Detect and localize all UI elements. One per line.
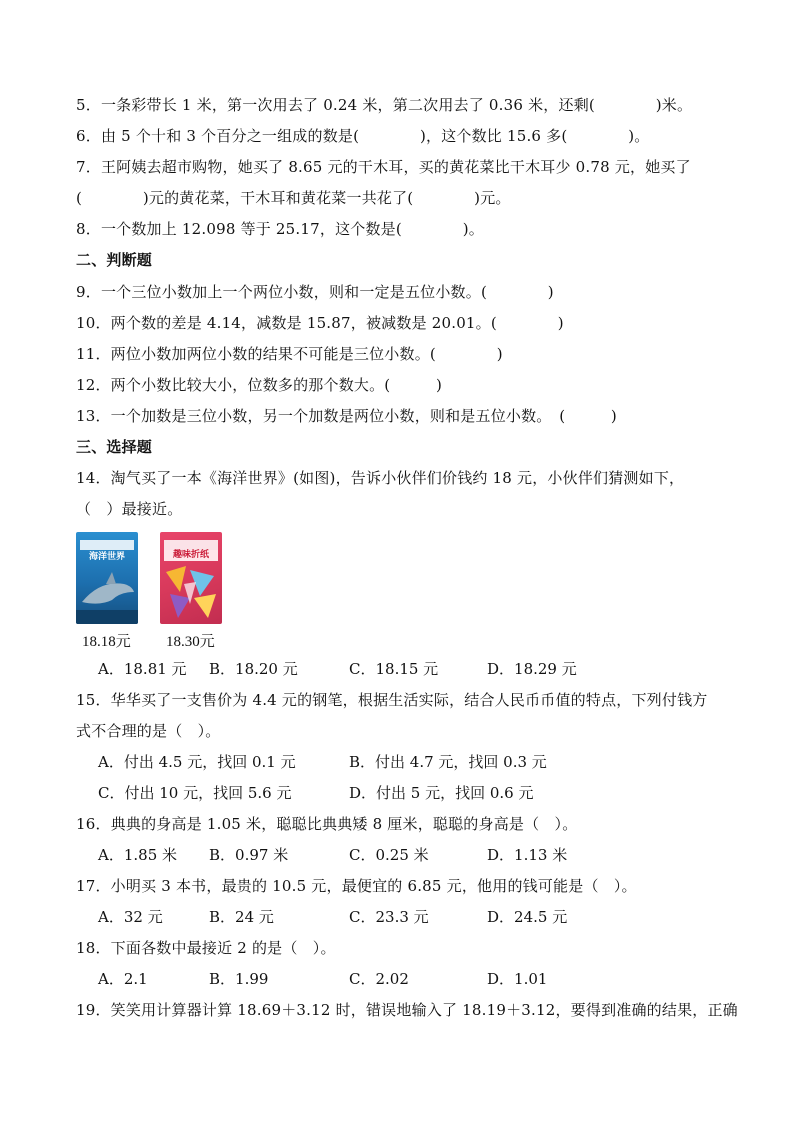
- book2-title: 趣味折纸: [164, 550, 218, 561]
- question-9: 9．一个三位小数加上一个两位小数，则和一定是五位小数。( ): [76, 283, 554, 301]
- question-19: 19．笑笑用计算器计算 18.69＋3.12 时，错误地输入了 18.19＋3.12，要得到准确的结果，正确: [76, 1001, 738, 1019]
- q15-option-b: B．付出 4.7 元，找回 0.3 元: [349, 753, 547, 771]
- q16-option-d: D．1.13 米: [487, 846, 568, 864]
- question-12: 12．两个小数比较大小，位数多的那个数大。( ): [76, 376, 442, 394]
- q16-option-a: A．1.85 米: [98, 846, 177, 864]
- section-true-false-heading: 二、判断题: [76, 251, 153, 269]
- q17-option-c: C．23.3 元: [349, 908, 429, 926]
- ocean-world-book-cover: [76, 532, 138, 624]
- q18-option-c: C．2.02: [349, 970, 409, 988]
- q18-option-b: B．1.99: [209, 970, 269, 988]
- section-multiple-choice-heading: 三、选择题: [76, 438, 153, 456]
- question-14-line1: 14．淘气买了一本《海洋世界》(如图)，告诉小伙伴们价钱约 18 元，小伙伴们猜测如下，: [76, 469, 685, 487]
- q15-option-c: C．付出 10 元，找回 5.6 元: [98, 784, 292, 802]
- question-5: 5．一条彩带长 1 米，第一次用去了 0.24 米，第二次用去了 0.36 米，还剩( )米。: [76, 96, 693, 114]
- question-11: 11．两位小数加两位小数的结果不可能是三位小数。( ): [76, 345, 503, 363]
- question-15-line1: 15．华华买了一支售价为 4.4 元的钢笔，根据生活实际，结合人民币币值的特点，下列付钱方: [76, 691, 708, 709]
- q15-option-d: D．付出 5 元，找回 0.6 元: [349, 784, 534, 802]
- question-8: 8．一个数加上 12.098 等于 25.17，这个数是( )。: [76, 220, 484, 238]
- question-7-line1: 7．王阿姨去超市购物，她买了 8.65 元的干木耳，买的黄花菜比干木耳少 0.78 元，她买了: [76, 158, 691, 176]
- q18-option-d: D．1.01: [487, 970, 548, 988]
- question-7-line2: ( )元的黄花菜，干木耳和黄花菜一共花了( )元。: [76, 189, 511, 207]
- book2-price: 18.30元: [166, 634, 215, 650]
- question-15-line2: 式不合理的是（ ）。: [76, 722, 221, 740]
- q16-option-c: C．0.25 米: [349, 846, 429, 864]
- question-13: 13．一个加数是三位小数，另一个加数是两位小数，则和是五位小数。 ( ): [76, 407, 617, 425]
- book1-price: 18.18元: [82, 634, 131, 650]
- question-16: 16．典典的身高是 1.05 米，聪聪比典典矮 8 厘米，聪聪的身高是（ ）。: [76, 815, 578, 833]
- paper-folding-book-cover: [160, 532, 222, 624]
- q18-option-a: A．2.1: [98, 970, 148, 988]
- q17-option-d: D．24.5 元: [487, 908, 568, 926]
- q14-option-d: D．18.29 元: [487, 660, 577, 678]
- q17-option-b: B．24 元: [209, 908, 274, 926]
- question-6: 6．由 5 个十和 3 个百分之一组成的数是( )，这个数比 15.6 多( )。: [76, 127, 650, 145]
- shark-illustration-icon: [76, 532, 138, 624]
- q14-option-b: B．18.20 元: [209, 660, 298, 678]
- q15-option-a: A．付出 4.5 元，找回 0.1 元: [98, 753, 296, 771]
- q14-option-c: C．18.15 元: [349, 660, 439, 678]
- question-17: 17．小明买 3 本书，最贵的 10.5 元，最便宜的 6.85 元，他用的钱可能是（ ）。: [76, 877, 637, 895]
- question-10: 10．两个数的差是 4.14，减数是 15.87，被减数是 20.01。( ): [76, 314, 564, 332]
- question-14-line2: （ ）最接近。: [76, 500, 183, 518]
- book-images: [76, 532, 236, 652]
- q17-option-a: A．32 元: [98, 908, 163, 926]
- q14-option-a: A．18.81 元: [98, 660, 187, 678]
- question-18: 18．下面各数中最接近 2 的是（ ）。: [76, 939, 336, 957]
- book1-title: 海洋世界: [88, 552, 125, 562]
- q16-option-b: B．0.97 米: [209, 846, 289, 864]
- origami-illustration-icon: [160, 532, 222, 624]
